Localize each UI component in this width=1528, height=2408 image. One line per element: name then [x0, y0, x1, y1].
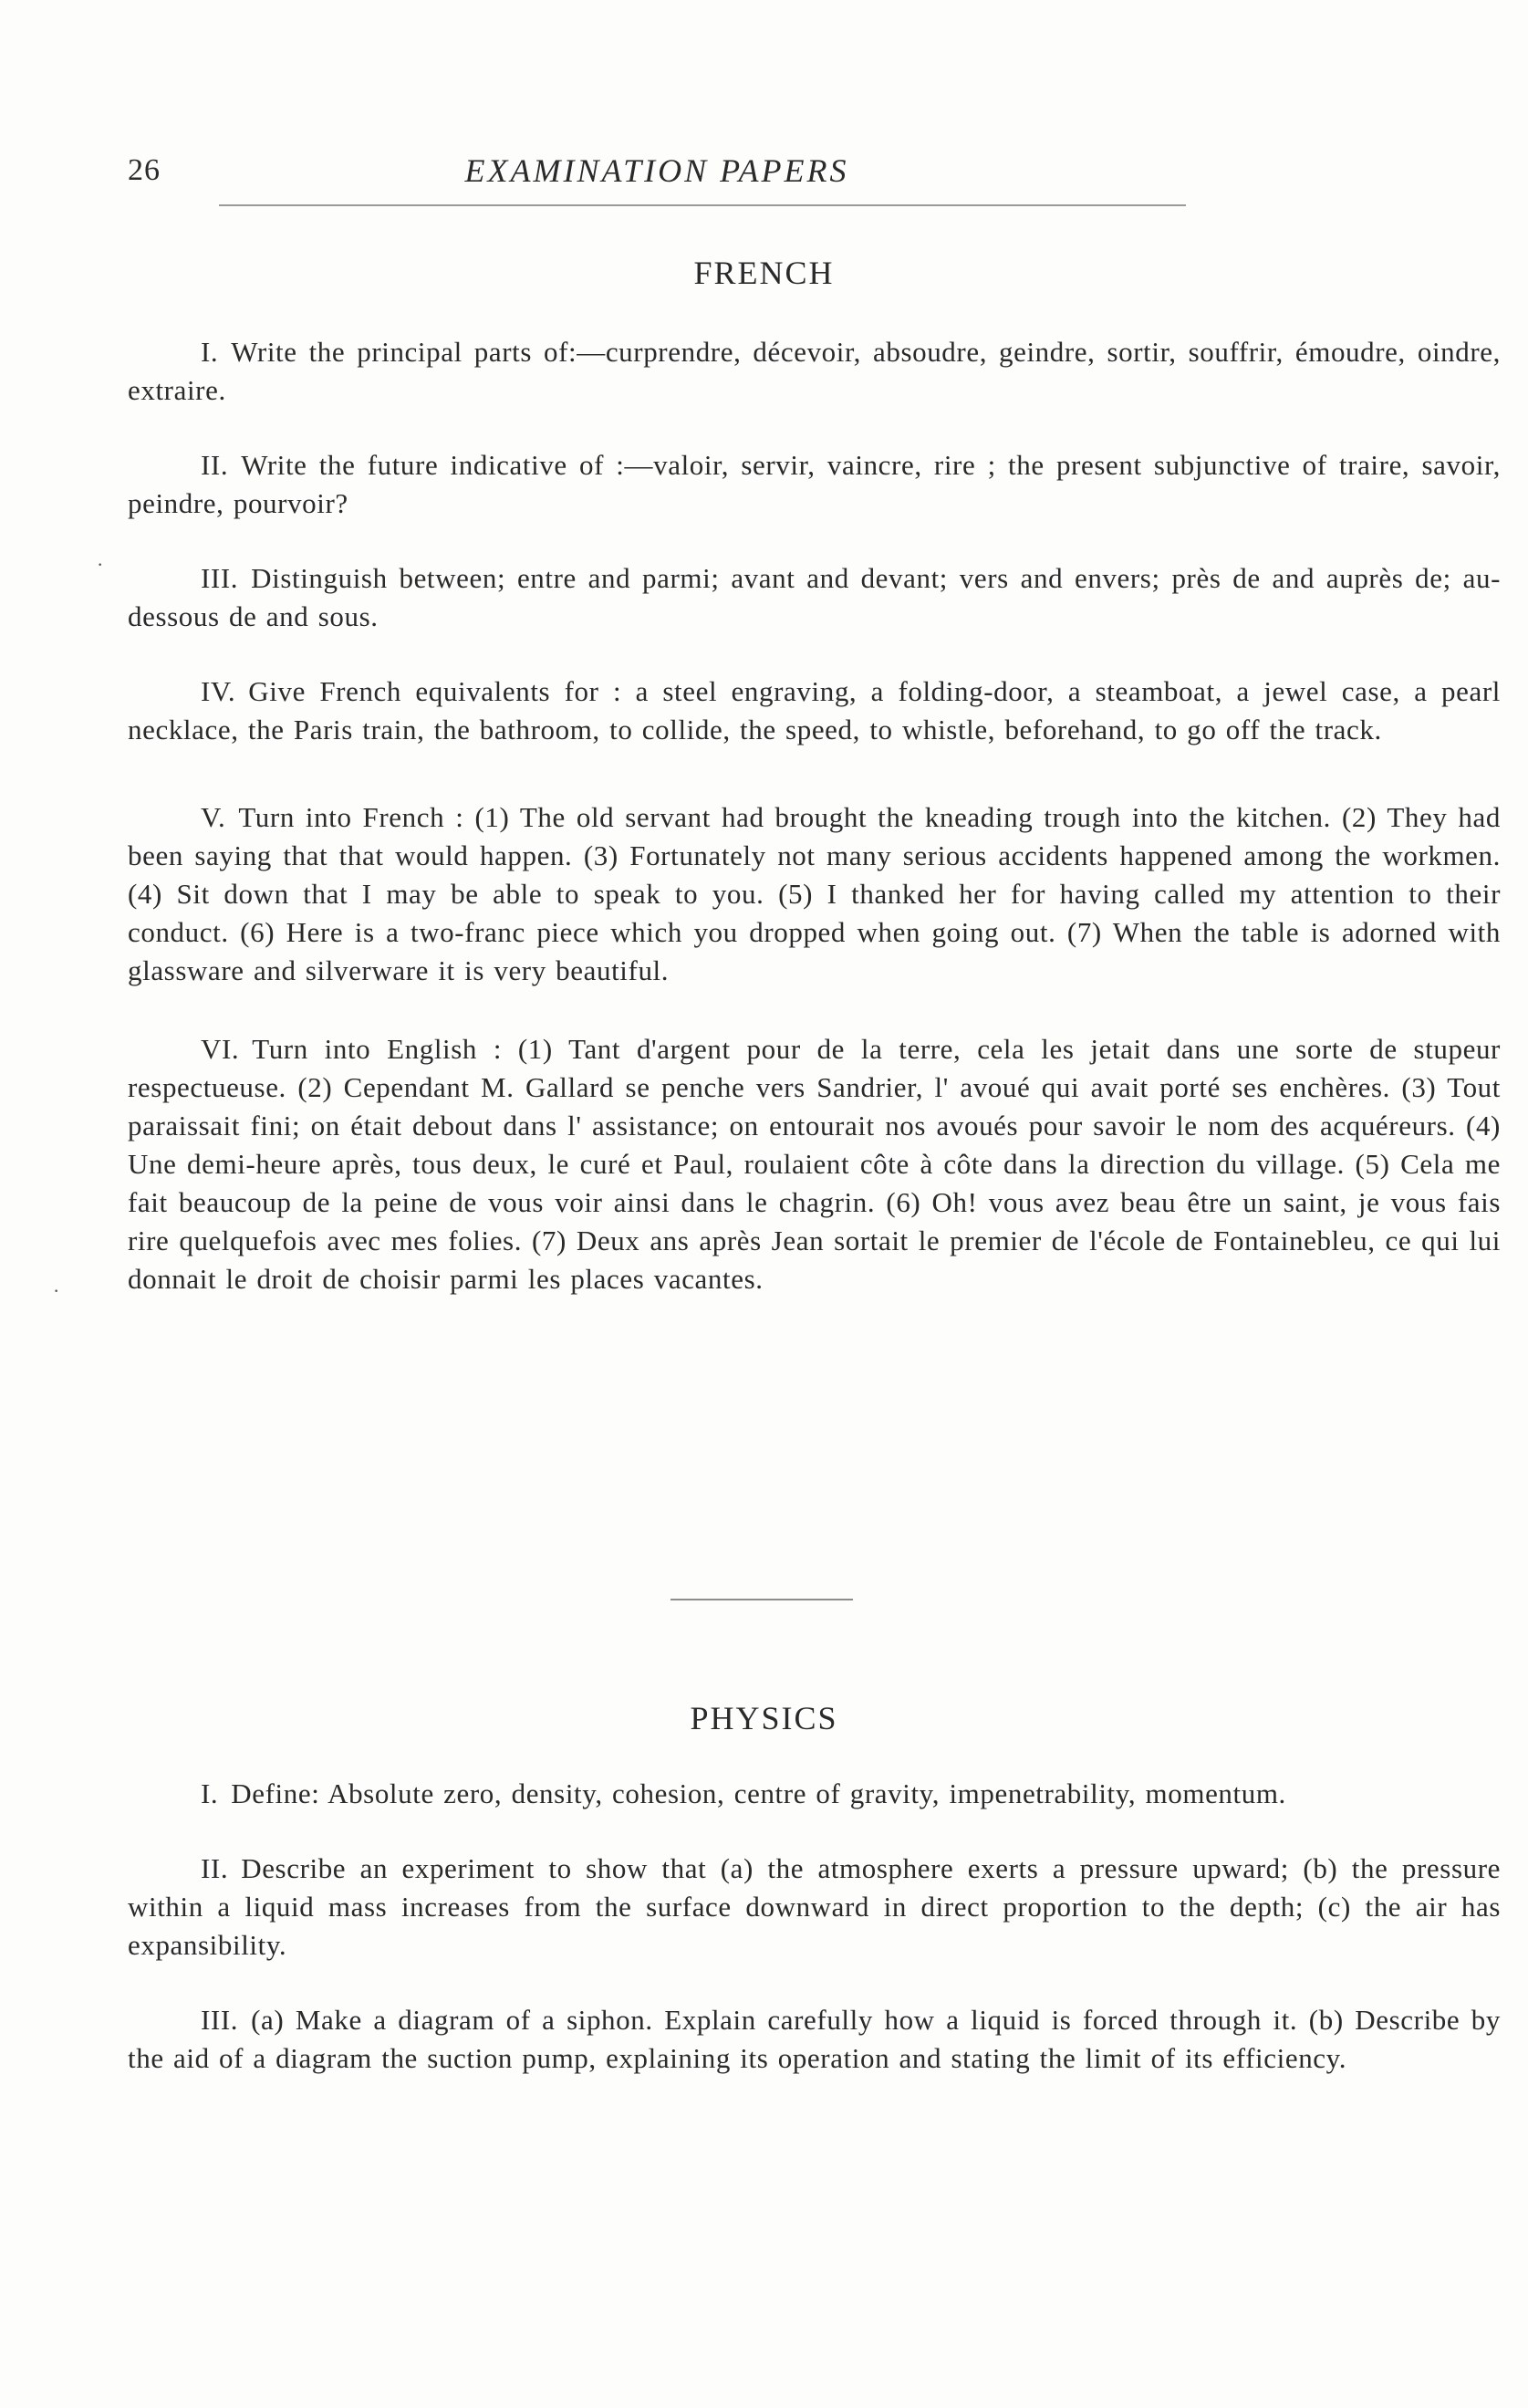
margin-mark: · — [53, 1279, 60, 1302]
french-question-6 — [128, 1030, 1501, 1298]
question-text: Describe an experiment to show that (a) the atmosphere exerts a pressure upward; (b) the pressure within a liquid mass increases from the surface downward in direct proportion to the depth; (c) the air has expansibility. — [128, 1852, 1501, 1961]
question-numeral: I. — [201, 1777, 219, 1809]
question-numeral: II. — [201, 449, 229, 481]
question-numeral: II. — [201, 1852, 229, 1884]
french-section-title: FRENCH — [693, 255, 835, 291]
french-question-list — [128, 333, 1501, 1298]
physics-question-list — [128, 1775, 1501, 2114]
question-numeral: VI. — [201, 1033, 240, 1065]
french-question-5 — [128, 798, 1501, 990]
french-question-4 — [128, 672, 1501, 749]
french-question-2 — [128, 446, 1501, 523]
margin-mark: · — [97, 553, 104, 576]
page-header — [128, 146, 1186, 201]
physics-question-1 — [128, 1775, 1501, 1813]
question-numeral: III. — [201, 2004, 239, 2036]
french-question-3 — [128, 559, 1501, 636]
question-text: Write the principal parts of:—curprendre, décevoir, absoudre, geindre, sortir, souffrir, émoudre, oindre, extraire. — [128, 336, 1501, 406]
question-text: Distinguish between; entre and parmi; avant and devant; vers and envers; près de and auprès de; au-dessous de and sous. — [128, 562, 1501, 632]
question-numeral: III. — [201, 562, 239, 594]
question-numeral: I. — [201, 336, 219, 368]
question-text: Give French equivalents for : a steel engraving, a folding-door, a steamboat, a jewel case, a pearl necklace, the Paris train, the bathroom, to collide, the speed, to whistle, beforehand, to go off the track. — [128, 675, 1501, 745]
header-rule — [219, 204, 1186, 206]
physics-question-3 — [128, 2001, 1501, 2078]
french-question-1 — [128, 333, 1501, 410]
running-title: EXAMINATION PAPERS — [464, 152, 849, 189]
question-text: Write the future indicative of :—valoir, servir, vaincre, rire ; the present subjunctive of traire, savoir, peindre, pourvoir? — [128, 449, 1501, 519]
question-text: (a) Make a diagram of a siphon. Explain carefully how a liquid is forced through it. (b) Describe by the aid of a diagram the suction pump, explaining its operation and stating the limit of its efficiency. — [128, 2004, 1501, 2074]
page-number: 26 — [128, 153, 161, 187]
physics-section-title: PHYSICS — [690, 1700, 838, 1736]
physics-question-2 — [128, 1850, 1501, 1965]
question-text: Turn into English : (1) Tant d'argent pour de la terre, cela les jetait dans une sorte de stupeur respectueuse. (2) Cependant M. Gallard se penche vers Sandrier, l' avoué qui avait porté ses enchères. (3) Tout paraissait fini; on était debout dans l' assistance; on entourait nos avoués pour savoir le nom des acquéreurs. (4) Une demi-heure après, tous deux, le curé et Paul, roulaient côte à côte dans la direction du village. (5) Cela me fait beaucoup de la peine de vous voir ainsi dans le chagrin. (6) Oh! vous avez beau être un saint, je vous fais rire quelquefois avec mes folies. (7) Deux ans après Jean sortait le premier de l'école de Fontainebleu, ce qui lui donnait le droit de choisir parmi les places vacantes. — [128, 1033, 1501, 1295]
question-numeral: V. — [201, 801, 226, 833]
question-numeral: IV. — [201, 675, 236, 707]
question-text: Define: Absolute zero, density, cohesion, centre of gravity, impenetrability, momentum. — [231, 1777, 1286, 1809]
question-text: Turn into French : (1) The old servant had brought the kneading trough into the kitchen. (2) They had been saying that that would happen. (3) Fortunately not many serious accidents happened among the workmen. (4) Sit down that I may be able to speak to you. (5) I thanked her for having called my attention to their conduct. (6) Here is a two-franc piece which you dropped when going out. (7) When the table is adorned with glassware and silverware it is very beautiful. — [128, 801, 1501, 986]
section-divider — [670, 1599, 853, 1600]
